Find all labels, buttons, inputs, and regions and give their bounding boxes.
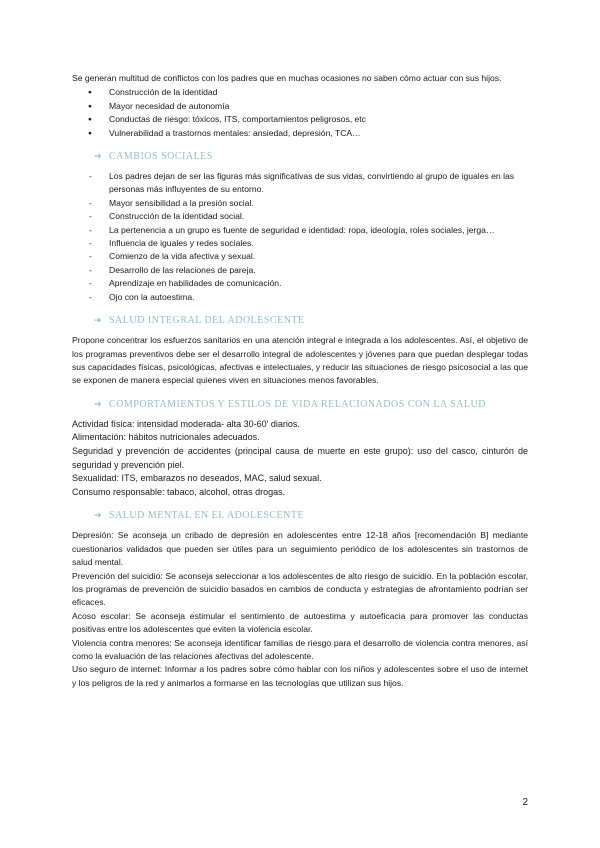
arrow-right-icon: ➔ xyxy=(94,152,103,163)
salud-mental-paragraph: Depresión: Se aconseja un cribado de depresión en adolescentes entre 12-18 años [recomendación B] mediante cuestionarios validados que pueden ser útiles para un seguimiento periódico de los adolescentes sin trastornos de salud mental. xyxy=(72,530,528,568)
salud-mental-paragraph: Violencia contra menores: Se aconseja identificar familias de riesgo para el desarrollo de violencia contra menores, así como la evaluación de las relaciones afectivas del adolescente. xyxy=(72,637,528,661)
list-item: ● Construcción de la identidad xyxy=(72,86,528,99)
dash-marker: - xyxy=(89,224,92,235)
intro-bullet-list xyxy=(72,86,528,140)
list-item-text: Mayor sensibilidad a la presión social. xyxy=(109,197,254,208)
dash-marker: - xyxy=(89,238,92,249)
arrow-right-icon: ➔ xyxy=(94,316,103,327)
dash-marker: - xyxy=(89,251,92,262)
heading-text: CAMBIOS SOCIALES xyxy=(109,151,213,163)
arrow-right-icon: ➔ xyxy=(94,511,103,522)
list-item-text: Influencia de iguales y redes sociales. xyxy=(109,238,254,249)
section-heading-salud-integral xyxy=(72,314,528,328)
list-item: ● Vulnerabilidad a trastornos mentales: ansiedad, depresión, TCA… xyxy=(72,127,528,140)
dash-marker: - xyxy=(89,171,92,182)
heading-text: SALUD INTEGRAL DEL ADOLESCENTE xyxy=(109,315,305,327)
salud-mental-paragraph: Uso seguro de internet: Informar a los padres sobre cómo hablar con los niños y adolescentes sobre el uso de internet y los peligros de la red y animarlos a formarse en las tecnologías que utilizan sus hijos. xyxy=(72,664,528,688)
list-item-text: Comienzo de la vida afectiva y sexual. xyxy=(109,251,256,262)
text-line: Alimentación: hábitos nutricionales adecuados. xyxy=(72,432,260,443)
list-item: ● Mayor necesidad de autonomía xyxy=(72,100,528,113)
list-item-text: La pertenencia a un grupo es fuente de seguridad e identidad: ropa, ideología, roles sociales, jerga… xyxy=(109,224,495,235)
list-item xyxy=(72,264,528,277)
list-item xyxy=(72,170,528,197)
section-heading-salud-mental xyxy=(72,509,528,523)
list-item-text: Los padres dejan de ser las figuras más significativas de sus vidas, convirtiendo al grupo de iguales en las personas más influyentes de su entorno. xyxy=(109,171,515,195)
section-heading-comportamientos xyxy=(72,398,528,412)
cambios-sociales-list xyxy=(72,170,528,304)
intro-paragraph: Se generan multitud de conflictos con los padres que en muchas ocasiones no saben cómo actuar con sus hijos. xyxy=(72,73,502,83)
dash-marker: - xyxy=(89,197,92,208)
list-item xyxy=(72,210,528,223)
heading-text: COMPORTAMIENTOS Y ESTILOS DE VIDA RELACIONADOS CON LA SALUD xyxy=(109,398,487,410)
list-item-text: Desarrollo de las relaciones de pareja. xyxy=(109,264,256,275)
heading-text: SALUD MENTAL EN EL ADOLESCENTE xyxy=(109,510,305,522)
document-page xyxy=(72,72,528,690)
page-number: 2 xyxy=(522,797,528,808)
section-heading-cambios-sociales xyxy=(72,150,528,164)
dash-marker: - xyxy=(89,278,92,289)
dash-marker: - xyxy=(89,211,92,222)
salud-integral-paragraph: Propone concentrar los esfuerzos sanitarios en una atención integral e integrada a los adolescentes. Así, el objetivo de los programas preventivos debe ser el desarrollo integral de adolescentes y jóvenes para que puedan desplegar todas sus capacidades físicas, psicológicas, afectivas e intelectuales, y reducir las situaciones de riesgo psicosocial a las que se exponen de manera especial quienes viven en situaciones menos favorables. xyxy=(72,335,528,386)
dash-marker: - xyxy=(89,264,92,275)
list-item xyxy=(72,197,528,210)
salud-mental-block xyxy=(72,529,528,690)
dash-marker: - xyxy=(89,291,92,302)
list-item-text: Ojo con la autoestima. xyxy=(109,291,195,302)
list-item-text: Construcción de la identidad social. xyxy=(109,211,245,222)
text-line: Seguridad y prevención de accidentes (principal causa de muerte en este grupo): uso del casco, cinturón de seguridad y prevención piel. xyxy=(72,445,528,470)
text-line: Sexualidad: ITS, embarazos no deseados, MAC, salud sexual. xyxy=(72,473,322,484)
list-item xyxy=(72,291,528,304)
text-line: Actividad física: intensidad moderada- alta 30-60' diarios. xyxy=(72,418,300,429)
list-item xyxy=(72,224,528,237)
salud-mental-paragraph: Prevención del suicidio: Se aconseja seleccionar a los adolescentes de alto riesgo de suicidio. En la población escolar, los programas de prevención de suicidio basados en cambios de conducta y estrategias de afrontamiento podrían ser eficaces. xyxy=(72,570,528,608)
salud-mental-paragraph: Acoso escolar: Se aconseja estimular el sentimiento de autoestima y autoeficacia para promover las conductas positivas entre los adolescentes que eviten la violencia escolar. xyxy=(72,610,528,635)
text-line: Consumo responsable: tabaco, alcohol, otras drogas. xyxy=(72,486,286,497)
list-item xyxy=(72,237,528,250)
list-item xyxy=(72,277,528,290)
list-item-text: Aprendizaje en habilidades de comunicación. xyxy=(109,278,282,289)
list-item: ● Conductas de riesgo: tóxicos, ITS, comportamientos peligrosos, etc xyxy=(72,113,528,126)
comportamientos-block xyxy=(72,418,528,500)
arrow-right-icon: ➔ xyxy=(94,399,103,410)
list-item xyxy=(72,250,528,263)
